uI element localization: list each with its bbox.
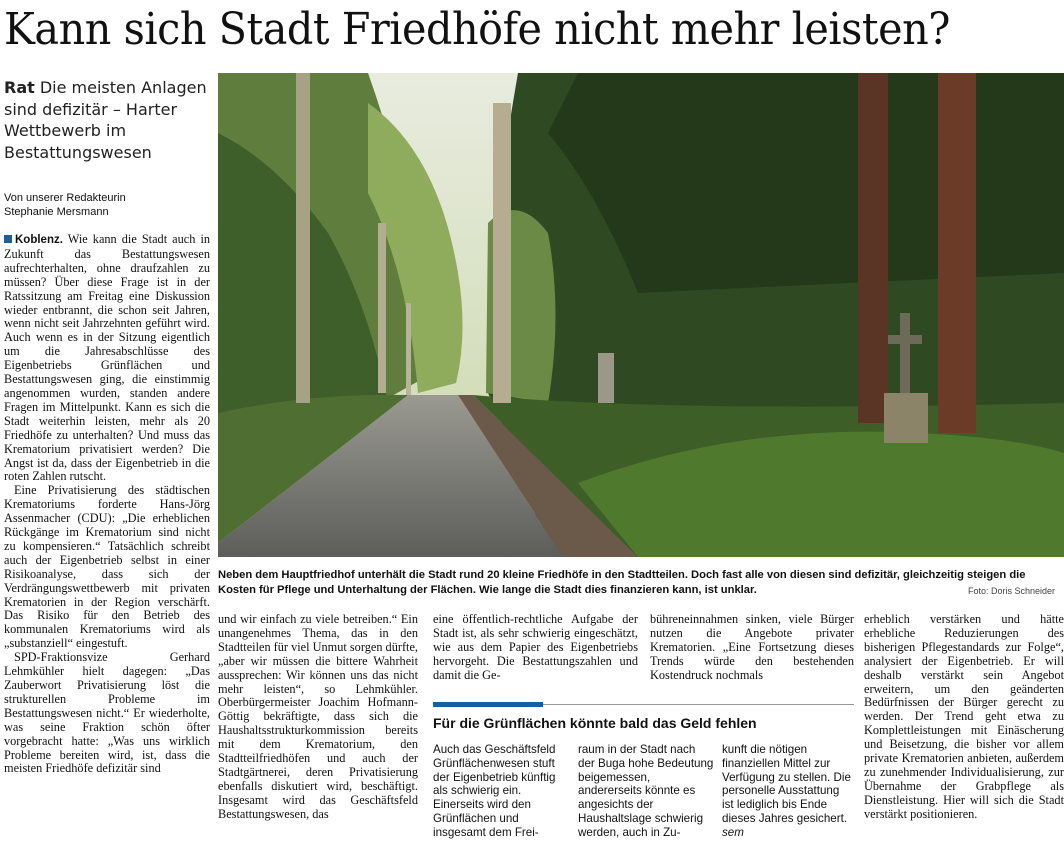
article-column-1 [4, 233, 210, 846]
paragraph: eine öffentlich-rechtliche Aufgabe der Stadt ist, als sehr schwierig eingeschätzt, wie aus dem Papier des Eigenbetriebs hervorgeht. Die Bestattungszahlen und damit die Ge- [433, 613, 638, 682]
headline: Kann sich Stadt Friedhöfe nicht mehr leisten? [4, 4, 950, 55]
dateline-marker-icon [4, 235, 12, 243]
subheadline-kicker: Rat [4, 78, 35, 97]
article-column-2 [218, 613, 418, 846]
article-column-3 [433, 613, 638, 693]
article-column-5 [864, 613, 1064, 846]
byline-author: Stephanie Mersmann [4, 206, 109, 218]
paragraph: und wir einfach zu viele betreiben.“ Ein unangenehmes Thema, das in den Stadtteilen für viel Unmut sorgen dürfte, „aber wir müssen die bittere Wahrheit aussprechen: Wir können uns das nicht mehr leisten“, so Lehmkühler. Oberbürgermeister Joachim Hofmann-Göttig bekräftigte, dass sich die Haushaltsstrukturkommission bereits mit dem Krematorium, den Stadtteilfriedhöfen und auch der Stadtgärtnerei, deren Privatisierung ebenfalls diskutiert wird, beschäftigt. Insgesamt wird das Geschäftsfeld Bestattungswesen, das [218, 613, 418, 821]
paragraph: Eine Privatisierung des städtischen Krematoriums forderte Hans-Jörg Assenmacher (CDU): „Die erheblichen Rückgänge im Krematorium sind nicht zu kompensieren.“ Tatsächlich schreibt auch der Eigenbetrieb selbst in einer Risikoanalyse, dass sich der Verdrängungswettbewerb mit privaten Krematorien in der Region verschärft. Das Risiko für den Betrieb des kommunalen Krematoriums wird als „substanziell“ eingestuft. [4, 483, 210, 651]
paragraph: Wie kann die Stadt auch in Zukunft das Bestattungswesen aufrechterhalten, ohne draufzahlen zu müssen? Über diese Frage ist in der Ratssitzung am Freitag eine Diskussion wieder entbrannt, die schon seit Jahren, wenn nicht seit Jahrzehnten geführt wird. Auch wenn es in der Sitzung eigentlich um die Jahresabschlüsse des Eigenbetriebs Grünflächen und Bestattungswesen ging, die einstimmig angenommen wurden, standen andere Fragen im Mittelpunkt. Kann es sich die Stadt weiterhin leisten, mehr als 20 Friedhöfe zu unterhalten? Und muss das Krematorium privatisiert werden? Die Angst ist da, dass der Eigenbetrieb in die roten Zahlen rutscht. [4, 233, 210, 484]
subhead-accent-rule [433, 702, 543, 707]
paragraph: bühreneinnahmen sinken, viele Bürger nutzen die Angebote privater Krematorien. „Eine Fortsetzung dieses Trends würde den bestehenden Kostendruck nochmals [650, 613, 854, 682]
subhead: Für die Grünflächen könnte bald das Geld fehlen [433, 715, 757, 731]
paragraph: kunft die nötigen finanziellen Mittel zur Verfügung zu stellen. Die personelle Ausstattung ist lediglich bis Ende dieses Jahres gesichert. [722, 743, 851, 825]
subheadline [4, 77, 214, 163]
paragraph: erheblich verstärken und hätte erhebliche Reduzierungen des bisherigen Pflegestandards zur Folge“, analysiert der Eigenbetrieb. Er will deshalb verstärkt sein Angebot erweitern, um den geänderten Bedürfnissen der Bürger gerecht zu werden. Der Trend geht etwa zu Komplettleistungen mit Einäscherung und Beisetzung, die bisher vor allem private Krematorien anbieten, außerdem zu zunehmender Individualisierung, zur Übernahme der Grabpflege als Dienstleistung. Hier will sich die Stadt verstärkt positionieren. [864, 613, 1064, 821]
author-signature: sem [722, 825, 744, 839]
sidebar-column-2 [578, 743, 714, 846]
photo-credit: Foto: Doris Schneider [968, 586, 1056, 596]
sidebar-column-1 [433, 743, 569, 846]
dateline: Koblenz. [15, 234, 63, 246]
subhead-divider [543, 704, 854, 705]
sidebar-column-3 [722, 743, 854, 846]
photo-caption: Neben dem Hauptfriedhof unterhält die Stadt rund 20 kleine Friedhöfe in den Stadtteilen. Doch fast alle von diesen sind defizitär, gleichzeitig steigen die Kosten für Pflege und Unterhaltung der Flächen. Wie lange die Stadt dies finanzieren kann, ist unklar. [218, 569, 1026, 596]
paragraph: SPD-Fraktionsvize Gerhard Lehmkühler hielt dagegen: „Das Zauberwort Privatisierung löst die strukturellen Probleme im Bestattungswesen nicht.“ Er wiederholte, was seine Fraktion schön öfter vorgebracht hatte: „Was uns wirklich Probleme bereiten wird, ist, dass die meisten Friedhöfe defizitär sind [4, 650, 210, 776]
byline [4, 191, 214, 219]
subheadline-text: Die meisten Anlagen sind defizitär – Harter Wettbewerb im Bestattungswesen [4, 78, 207, 162]
paragraph: raum in der Stadt nach der Buga hohe Bedeutung beigemessen, andererseits könnte es angesichts der Haushaltslage schwierig werden, auch in Zu- [578, 743, 714, 839]
byline-line1: Von unserer Redakteurin [4, 192, 126, 204]
article-column-4 [650, 613, 854, 693]
paragraph: Auch das Geschäftsfeld Grünflächenwesen stuft der Eigenbetrieb künftig als schwierig ein. Einerseits wird den Grünflächen und insgesamt dem Frei- [433, 743, 556, 839]
cemetery-photo [218, 73, 1064, 557]
